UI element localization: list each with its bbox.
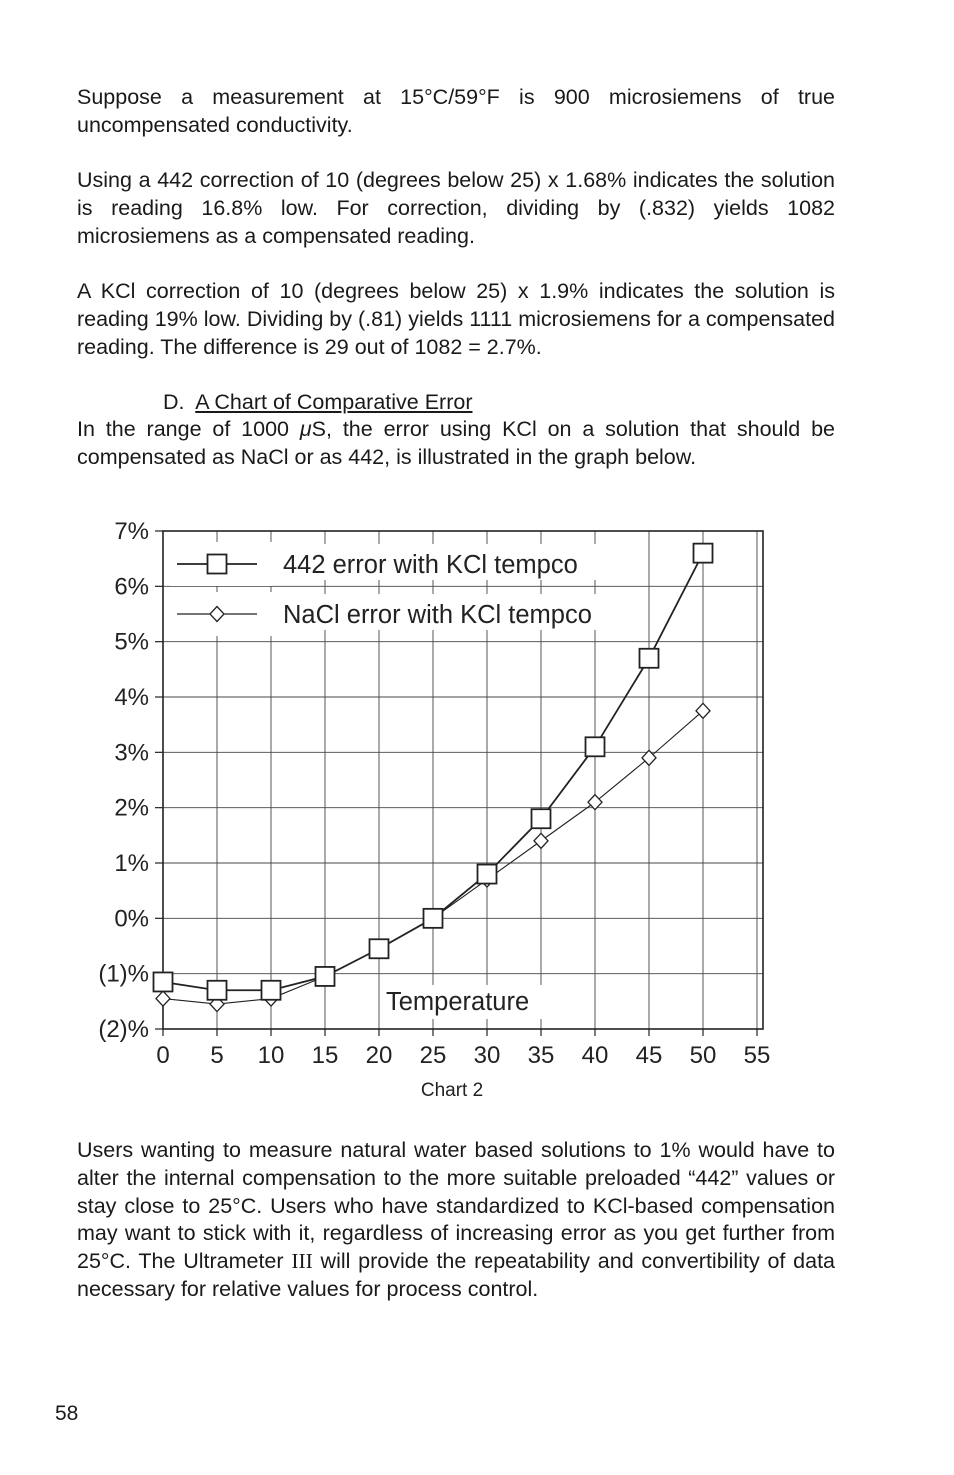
page-number: 58 [55,1402,79,1425]
y-tick-label-6: 6% [114,573,149,601]
x-tick-label-55: 55 [743,1042,771,1069]
x-tick-label-45: 45 [635,1042,663,1069]
x-tick-label-35: 35 [527,1042,555,1069]
series-2-marker-0 [156,991,170,1006]
series-1-marker-15 [316,967,335,986]
series-1-marker-45 [640,649,659,668]
legend-label-2: NaCl error with KCl tempco [283,601,592,629]
series-1-marker-50 [694,544,713,563]
legend-marker-1 [208,555,227,574]
legend-label-1: 442 error with KCl tempco [283,551,578,579]
y-tick-label-4: 4% [114,684,149,711]
series-1-marker-25 [424,909,443,928]
x-tick-label-40: 40 [581,1042,609,1069]
paragraph-chart-intro-part2: S, the error using KCl on a solution that should be compensated as NaCl or as 442, is illustrated in the graph below. [77,417,836,469]
y-tick-label-5: 5% [114,628,149,656]
series-1-marker-0 [154,972,173,991]
paragraph-conclusion [77,1137,835,1304]
paragraph-kcl-correction: A KCl correction of 10 (degrees below 25) x 1.9% indicates the solution is reading 19% low. Dividing by (.81) yields 1111 microsiemens for a compensated reading. The difference is 29 out of 1082 = 2.7%. [77,279,835,359]
y-tick-label--1: (1)% [98,960,149,988]
series-1-marker-40 [586,737,605,756]
series-2-marker-35 [534,833,548,848]
y-tick-label-0: 0% [114,905,149,933]
y-tick-label-7: 7% [114,518,149,545]
section-letter: D. [163,390,185,414]
paragraph-442-correction: Using a 442 correction of 10 (degrees below 25) x 1.68% indicates the solution is reading 16.8% low. For correction, dividing by (.832) yields 1082 microsiemens as a compensated reading. [77,168,835,248]
paragraph-conclusion-roman: III [291,1249,313,1274]
x-tick-label-30: 30 [473,1042,501,1069]
x-tick-label-25: 25 [419,1042,447,1069]
chart-caption: Chart 2 [420,1080,484,1101]
series-1-marker-5 [208,981,227,1000]
paragraph-conclusion-part1: Users wanting to measure natural water based solutions to 1% would have to alter the internal compensation to the more suitable preloaded “442” values or stay close to 25°C. Users who have standardized to KCl-based compensation may want to stick with it, regardless of increasing error as you get further from 25°C. The Ultrameter [77,1138,835,1274]
y-tick-label--2: (2)% [98,1016,149,1043]
x-tick-label-10: 10 [257,1042,285,1069]
paragraph-measurement: Suppose a measurement at 15°C/59°F is 900 microsiemens of true uncompensated conductivity. [77,85,835,137]
section-heading [163,389,472,417]
paragraph-chart-intro [77,416,835,472]
section-title: A Chart of Comparative Error [195,390,473,414]
paragraph-chart-intro-part1: In the range of 1000 [77,417,300,441]
series-1-marker-30 [478,865,497,884]
x-tick-label-0: 0 [156,1042,170,1069]
y-tick-label-1: 1% [114,850,149,877]
x-tick-label-20: 20 [365,1042,393,1069]
series-1-marker-20 [370,939,389,958]
mu-symbol: μ [299,417,312,441]
x-tick-label-15: 15 [311,1042,339,1069]
x-tick-label-5: 5 [210,1042,224,1069]
series-1-marker-35 [532,809,551,828]
y-tick-label-2: 2% [114,794,149,822]
series-1-marker-10 [262,981,281,1000]
series-2-marker-50 [696,703,710,718]
paragraph-conclusion-part2: will provide the repeatability and convertibility of data necessary for relative values for process control. [77,1249,835,1301]
comparative-error-chart [0,500,954,1110]
y-tick-label-3: 3% [114,739,149,767]
x-tick-label-50: 50 [689,1042,717,1069]
x-axis-title: Temperature [386,988,530,1016]
